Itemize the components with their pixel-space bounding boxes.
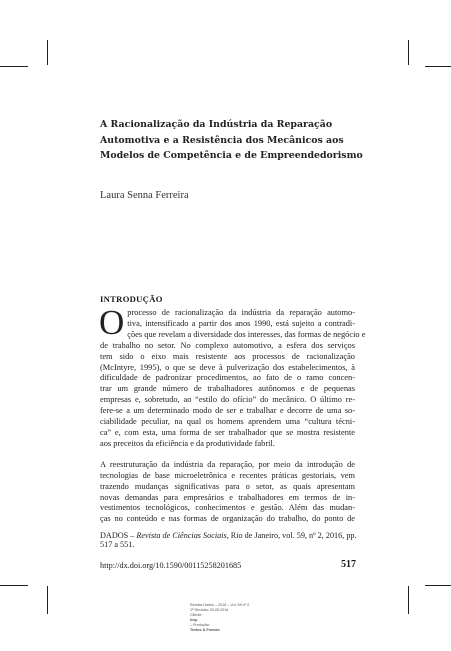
text-line: dificuldade de padronizar procedimentos, ao fato de o ramo concen- [100, 373, 355, 383]
text-line: ciabilidade peculiar, na qual os homens aprendem uma “cultura técni- [100, 417, 355, 427]
footer-line-3 [190, 613, 249, 633]
text-line: de trabalho no setor. No complexo automotivo, a esfera dos serviços [100, 340, 355, 350]
title-line-2: Automotiva e a Resistência dos Mecânicos aos [100, 134, 344, 146]
crop-mark-top-right-vertical [408, 40, 409, 65]
journal-name: Revista de Ciências Sociais [136, 531, 227, 540]
text-line: ças no conteúdo e nas formas de organização do trabalho, do ponto de [100, 514, 355, 524]
section-heading: INTRODUÇÃO [100, 294, 163, 304]
drop-cap: O [99, 303, 125, 342]
crop-mark-bottom-left-vertical [47, 586, 48, 614]
crop-mark-bottom-right-horizontal [425, 585, 451, 586]
citation-details: , Rio de Janeiro, vol. 59, nº 2, 2016, pp. 517 a 551. [100, 531, 357, 549]
text-line: (McIntyre, 1995), o que se deve à pulverização dos estabelecimentos, à [100, 362, 355, 372]
footer-production-label: – Produção: [190, 623, 210, 627]
text-line: novas demandas para empresários e trabalhadores em termos de in- [100, 492, 355, 502]
footer-producer: Textos & Formas [190, 628, 220, 632]
crop-mark-bottom-left-horizontal [0, 585, 28, 586]
production-footer [190, 603, 249, 633]
text-line: tecnologias de base microeletrônica e recentes práticas gestoriais, vem [100, 470, 355, 480]
text-line: empresas e, sobretudo, ao “estilo do ofício” do mecânico. O último re- [100, 395, 355, 405]
footer-line-2: 1ª Revisão: 03.05.2016 [190, 608, 229, 612]
crop-mark-top-left-vertical [47, 40, 48, 65]
doi-link[interactable]: http://dx.doi.org/10.1590/00115258201685 [100, 561, 242, 570]
body-text [99, 303, 366, 525]
title-line-3: Modelos de Competência e de Empreendedorismo [100, 150, 363, 161]
article-title [100, 117, 390, 164]
journal-prefix: DADOS – [100, 531, 135, 540]
text-line: tem sido o eixo mais resistente aos processos de racionalização [100, 351, 355, 361]
paragraph-2 [100, 460, 355, 525]
crop-mark-bottom-right-vertical [408, 586, 409, 614]
title-line-1: A Racionalização da Indústria da Reparação [100, 119, 333, 130]
text-line: ca” e, com esta, uma forma de ser trabalhador que se mostra resistente [100, 427, 355, 437]
footer-line-1: Revista Dados – 2016 – Vol. 59 nº 2 [190, 603, 250, 607]
crop-mark-top-right-horizontal [425, 66, 451, 67]
text-line: trazendo mudanças significativas para o setor, as quais apresentam [100, 481, 355, 491]
journal-citation [100, 531, 360, 549]
text-line: aos preceitos da eficiência e da produtividade fabril. [100, 438, 275, 448]
footer-client: Iesp [190, 618, 198, 622]
paragraph-1 [99, 303, 366, 450]
text-line: ções que revelam a diversidade dos interesses, das formas de negócio e [127, 329, 366, 339]
text-line: vestimentos tecnológicos, conhecimentos e gestão. Além das mudan- [100, 503, 355, 513]
page-number: 517 [341, 559, 356, 570]
text-line: processo de racionalização da indústria da reparação automo- [127, 308, 355, 317]
text-line: trar um grande número de trabalhadores autônomos e de pequenas [100, 384, 355, 394]
text-line: fere-se a um determinado modo de ser e trabalhar e decorre de uma so- [100, 406, 355, 416]
author-name: Laura Senna Ferreira [100, 190, 189, 201]
crop-mark-top-left-horizontal [0, 66, 28, 67]
text-line: A reestruturação da indústria da reparação, por meio da introdução de [100, 459, 355, 469]
footer-client-label: Cliente: [190, 613, 203, 617]
text-line: tiva, intensificado a partir dos anos 1990, está sujeito a contradi- [127, 318, 355, 328]
